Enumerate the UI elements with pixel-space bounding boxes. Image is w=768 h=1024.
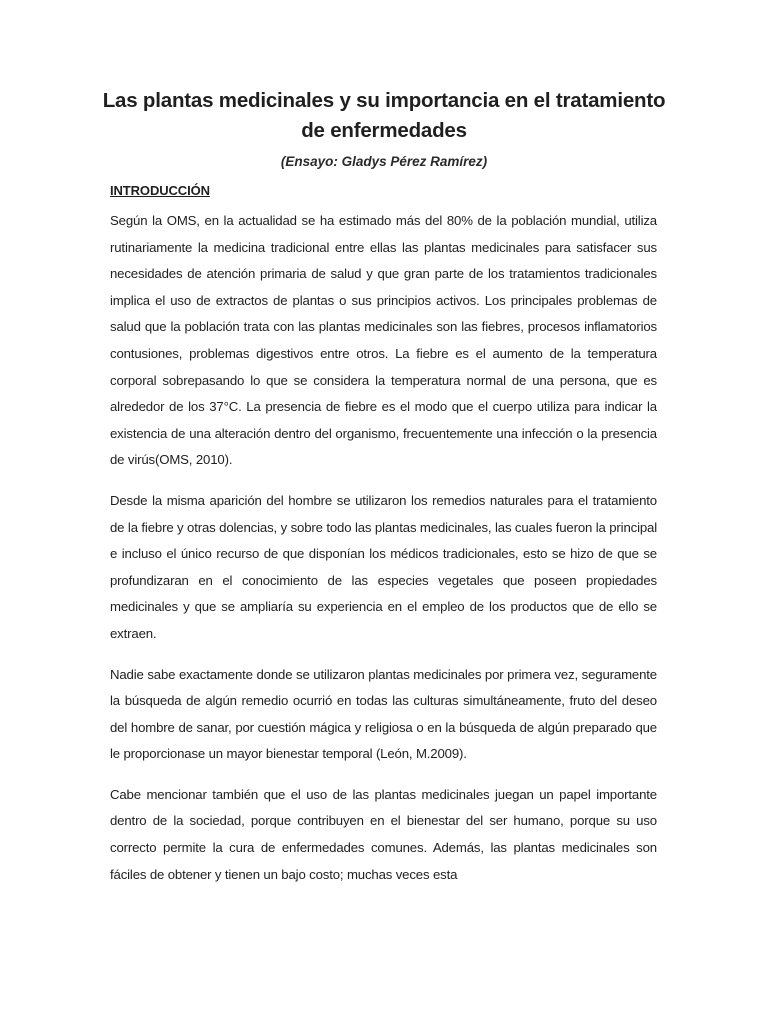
paragraph-1: Según la OMS, en la actualidad se ha estimado más del 80% de la población mundial, utiliza rutinariamente la medicina tradicional entre ellas las plantas medicinales para satisfacer sus necesidades de atención primaria de salud y que gran parte de los tratamientos tradicionales implica el uso de extractos de plantas o sus principios activos. Los principales problemas de salud que la población trata con las plantas medicinales son las fiebres, procesos inflamatorios contusiones, problemas digestivos entre otros. La fiebre es el aumento de la temperatura corporal sobrepasando lo que se considera la temperatura normal de una persona, que es alrededor de los 37°C. La presencia de fiebre es el modo que el cuerpo utiliza para indicar la existencia de una alteración dentro del organismo, frecuentemente una infección o la presencia de virús(OMS, 2010). bbox=[110, 213, 657, 468]
paragraph-3: Nadie sabe exactamente donde se utilizaron plantas medicinales por primera vez, seguramente la búsqueda de algún remedio ocurrió en todas las culturas simultáneamente, fruto del deseo del hombre de sanar, por cuestión mágica y religiosa o en la búsqueda de algún preparado que le proporcionase un mayor bienestar temporal (León, M.2009). bbox=[110, 666, 657, 762]
paragraph-4: Cabe mencionar también que el uso de las plantas medicinales juegan un papel importante dentro de la sociedad, porque contribuyen en el bienestar del ser humano, porque su uso correcto permite la cura de enfermedades comunes. Además, las plantas medicinales son fáciles de obtener y tienen un bajo costo; muchas veces esta bbox=[110, 786, 657, 882]
document-title: Las plantas medicinales y su importancia en el tratamiento de enfermedades bbox=[102, 89, 666, 142]
section-heading: INTRODUCCIÓN bbox=[110, 183, 210, 198]
document-subtitle: (Ensayo: Gladys Pérez Ramírez) bbox=[280, 154, 488, 169]
paragraph-2: Desde la misma aparición del hombre se utilizaron los remedios naturales para el tratamiento de la fiebre y otras dolencias, y sobre todo las plantas medicinales, las cuales fueron la principal e incluso el único recurso de que disponían los médicos tradicionales, esto se hizo de que se profundizaran en el conocimiento de las especies vegetales que poseen propiedades medicinales y que se ampliaría su experiencia en el empleo de los productos que de ello se extraen. bbox=[110, 492, 657, 641]
document-body bbox=[110, 208, 657, 902]
